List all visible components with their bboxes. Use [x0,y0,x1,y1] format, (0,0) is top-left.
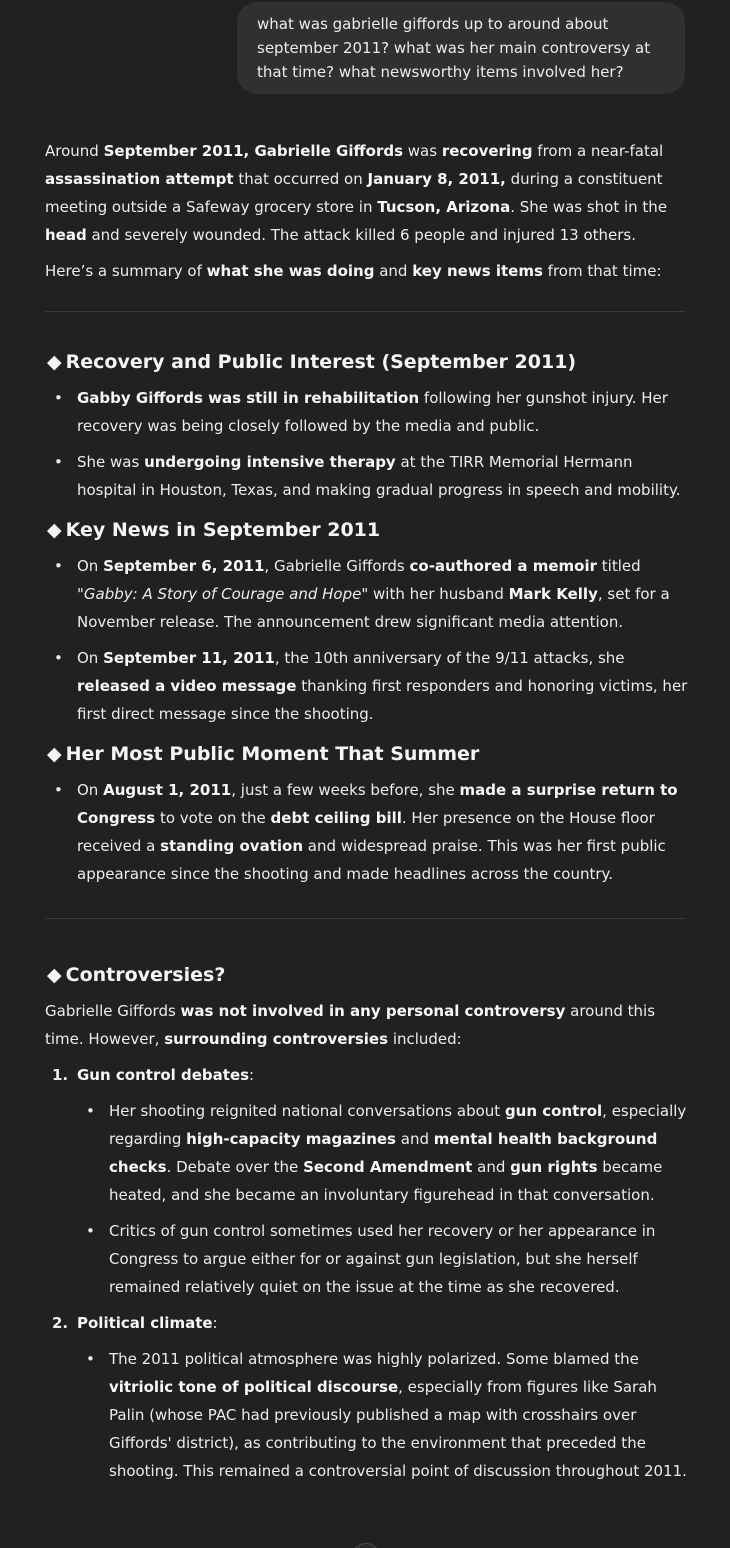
bold-text: released a video message [77,677,297,695]
text-run: titled [597,557,641,575]
bold-text: recovering [441,142,533,160]
bold-text: high-capacity magazines [186,1130,396,1148]
text-run: Around [45,142,104,160]
text-run: that occurred on [233,170,368,188]
user-message-text: what was gabrielle giffords up to around about september 2011? what was her main controversy at that time? what newsworthy items involved her? [257,15,651,81]
text-run: was [403,142,442,160]
section-heading-recovery [45,346,690,378]
list-item [77,1217,690,1301]
italic-text: "Gabby: A Story of Courage and Hope" [77,585,369,603]
text-run: Her shooting reignited national conversations about [109,1102,505,1120]
text-run: and [374,262,413,280]
section-title: Recovery and Public Interest (September 2011) [65,351,577,373]
diamond-icon: ◆ [47,351,62,373]
scroll-down-button[interactable] [352,1543,380,1548]
bold-text: January 8, 2011, [367,170,506,188]
list-item [77,1097,690,1209]
diamond-icon: ◆ [47,743,62,765]
intro-paragraph-2 [45,257,690,285]
list-item [45,552,690,636]
text-run: during a constituent meeting outside a Safeway grocery store in [45,170,663,216]
list-item [45,644,690,728]
text-run: following her gunshot injury. Her recovery was being closely followed by the media and public. [77,389,668,435]
text-run: . She was shot in the [510,198,668,216]
text-run: , especially from figures like Sarah Palin (whose PAC had previously published a map with crosshairs over Giffords' district), as contributing to the environment that preceded the shooting. This remained a controversial point of discussion throughout 2011. [109,1378,687,1480]
bold-text: Tucson, Arizona [377,198,511,216]
text-run: from that time: [542,262,662,280]
item-label: Gun control debates [77,1066,250,1084]
bold-text: made a surprise return to Congress [77,781,678,827]
user-message-bubble [237,2,685,94]
item-label: Political climate [77,1314,213,1332]
list-item [77,1345,690,1485]
text-run: On [77,649,104,667]
divider [45,918,685,919]
text-run: Critics of gun control sometimes used her recovery or her appearance in Congress to argue either for or against gun legislation, but she herself remained relatively quiet on the issue at the time as she recovered. [109,1222,656,1296]
text-run: at the TIRR Memorial Hermann hospital in Houston, Texas, and making gradual progress in speech and mobility. [77,453,681,499]
bold-text: September 11, 2011 [103,649,275,667]
text-run: from a near-fatal [532,142,664,160]
text-run: , Gabrielle Giffords [264,557,410,575]
text-run: and [472,1158,511,1176]
bold-text: vitriolic tone of political discourse [109,1378,399,1396]
bold-text: debt ceiling bill [270,809,402,827]
text-run: The 2011 political atmosphere was highly polarized. Some blamed the [109,1350,639,1368]
bold-text: assassination attempt [45,170,234,188]
text-run: She was [77,453,145,471]
divider [45,311,685,312]
bold-text: head [45,226,87,244]
bold-text: September 2011, Gabrielle Giffords [103,142,404,160]
diamond-icon: ◆ [47,519,62,541]
text-run: and severely wounded. The attack killed 6 people and injured 13 others. [86,226,637,244]
bold-text: what she was doing [206,262,375,280]
political-climate-sublist [77,1345,690,1485]
bold-text: September 6, 2011 [103,557,265,575]
bold-text: key news items [412,262,543,280]
section-title: Her Most Public Moment That Summer [65,743,480,765]
bold-text: Second Amendment [303,1158,473,1176]
bold-text: standing ovation [160,837,303,855]
text-run: and widespread praise. This was her first public appearance since the shooting and made headlines across the country. [77,837,666,883]
bold-text: Mark Kelly [508,585,598,603]
list-item [45,776,690,888]
numbered-item-gun-control [45,1061,690,1301]
text-run: On [77,557,104,575]
section-heading-key-news [45,514,690,546]
bold-text: undergoing intensive therapy [144,453,396,471]
text-run: On [77,781,104,799]
list-item [45,384,690,440]
item-suffix: : [249,1066,255,1084]
section-heading-public-moment [45,738,690,770]
text-run: became heated, and she became an involuntary figurehead in that conversation. [109,1158,663,1204]
bold-text: surrounding controversies [164,1030,389,1048]
list-number: 2. [52,1314,69,1332]
text-run: with her husband [368,585,509,603]
bold-text: co-authored a memoir [409,557,598,575]
intro-paragraph-1 [45,137,690,249]
recovery-list [45,384,690,504]
bold-text: mental health background checks [109,1130,658,1176]
list-number: 1. [52,1066,69,1084]
diamond-icon: ◆ [47,964,62,986]
assistant-response [45,137,690,1493]
text-run: around this time. However, [45,1002,656,1048]
public-moment-list [45,776,690,888]
section-title: Key News in September 2011 [65,519,381,541]
text-run: to vote on the [155,809,271,827]
text-run: , just a few weeks before, she [231,781,460,799]
text-run: thanking first responders and honoring victims, her first direct message since the shooting. [77,677,688,723]
text-run: included: [388,1030,462,1048]
list-item [45,448,690,504]
text-run: , especially regarding [109,1102,687,1148]
controversies-list [45,1061,690,1485]
bold-text: gun rights [510,1158,598,1176]
gun-control-sublist [77,1097,690,1301]
item-suffix: : [212,1314,218,1332]
numbered-item-political-climate [45,1309,690,1485]
text-run: Gabrielle Giffords [45,1002,181,1020]
bold-text: gun control [504,1102,603,1120]
section-title: Controversies? [65,964,226,986]
text-run: Here’s a summary of [45,262,207,280]
bold-text: Gabby Giffords was still in rehabilitation [77,389,420,407]
bold-text: was not involved in any personal controversy [180,1002,566,1020]
section-heading-controversies [45,959,690,991]
bold-text: August 1, 2011 [103,781,232,799]
text-run: , the 10th anniversary of the 9/11 attacks, she [274,649,625,667]
text-run: . Debate over the [166,1158,304,1176]
text-run: . Her presence on the House floor received a [77,809,655,855]
controversies-lead [45,997,690,1053]
text-run: and [395,1130,434,1148]
key-news-list [45,552,690,728]
text-run: , set for a November release. The announcement drew significant media attention. [77,585,670,631]
